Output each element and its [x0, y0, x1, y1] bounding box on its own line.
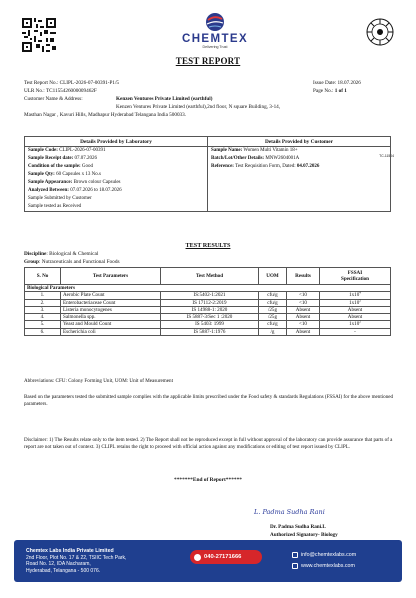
customer-details-header: Details Provided by Customer: [208, 137, 391, 147]
customer-label: Customer Name & Address:: [24, 96, 83, 103]
appearance-value: Brown colour Capsules: [73, 180, 121, 185]
footer-contacts: [292, 550, 356, 572]
cell-uom: /g: [259, 328, 287, 335]
cell-uom: cfu/g: [259, 299, 287, 306]
submitted-note: Sample Submitted by Customer: [28, 196, 92, 201]
cell-spec: [320, 328, 391, 335]
footer-address-line: 2nd Floor, Plot No. 17 & 22, TSIIC Tech Park,: [26, 554, 127, 561]
cell-param: Listeria monocytogenes: [61, 306, 161, 313]
qr-code-icon: [22, 18, 56, 52]
cell-param: Salmonella spp.: [61, 314, 161, 321]
appearance-label: Sample Appearance:: [28, 180, 73, 185]
cell-method: IS 5887-1:1976: [161, 328, 259, 335]
sample-name-value: Women Multi Vitamin 18+: [243, 148, 298, 153]
qty-label: Sample Qty:: [28, 172, 55, 177]
cell-method: IS 17112-2:2019: [161, 299, 259, 306]
footer-address-line: Hyderabad, Telangana - 500 076.: [26, 567, 101, 574]
phone-icon: [194, 554, 201, 561]
spec-exponent: 2: [359, 319, 361, 324]
cell-method: IS 5403: 1999: [161, 321, 259, 328]
cell-spec: [320, 306, 391, 313]
cell-param: Enterobacteriaceae Count: [61, 299, 161, 306]
table-row: [25, 328, 391, 335]
section-title: Biological Parameters: [25, 285, 391, 292]
email-icon: [292, 552, 298, 558]
footer-phone[interactable]: [190, 550, 262, 564]
col-header-results: Results: [287, 268, 320, 285]
page-title: TEST REPORT: [175, 56, 241, 66]
logo-globe-icon: [204, 12, 226, 32]
results-title: TEST RESULTS: [185, 242, 231, 249]
cell-result: <10: [287, 292, 320, 299]
cell-result: Absent: [287, 306, 320, 313]
col-header-sno: S. No: [25, 268, 61, 285]
cell-param: Escherichia coli: [61, 328, 161, 335]
col-header-spec-line1: FSSAI: [347, 269, 363, 276]
ulr-no-value: TC1155426000009462F: [45, 88, 97, 95]
cell-uom: /25g: [259, 314, 287, 321]
lab-details-cell: [25, 147, 208, 212]
cell-method: IS 5887-3/Sec 1 :2020: [161, 314, 259, 321]
customer-address-line: Masthan Nagar , Kavuri Hills, Madhapur Hyderabad Telangana India 500033.: [24, 112, 187, 119]
cell-result: <10: [287, 299, 320, 306]
condition-value: Good: [81, 164, 94, 169]
condition-label: Condition of the sample:: [28, 164, 81, 169]
cell-result: <10: [287, 321, 320, 328]
handwritten-signature: L. Padma Sudha Rani: [254, 508, 325, 516]
col-header-spec: [320, 268, 391, 285]
table-row: [25, 299, 391, 306]
spec-value: 1x10: [349, 299, 360, 306]
ulr-no-label: ULR No.:: [24, 88, 45, 95]
cell-sno: 3.: [25, 306, 61, 313]
accreditation-seal-icon: [364, 16, 396, 48]
website-link[interactable]: [292, 561, 356, 572]
customer-address-line: Kenzen Ventures Private Limited (earthful),2nd floor, N square Building, 3-14,: [116, 104, 281, 111]
page-no-value: 1 of 1: [334, 88, 347, 95]
batch-label: Batch/Lot/Other Details:: [211, 156, 265, 161]
cell-uom: cfu/g: [259, 292, 287, 299]
cell-param: Yeast and Mould Count: [61, 321, 161, 328]
ulr-no-line: [24, 87, 314, 95]
footer-address: [26, 548, 126, 574]
discipline-block: [24, 251, 120, 266]
discipline-value: : Biological & Chemical: [46, 251, 99, 257]
cell-spec: [320, 299, 391, 306]
conclusion-note: Based on the parameters tested the submitted sample complies with the applicable limits prescribed under the Food safety & standards Regulations (FSSAI) for the above mentioned parameters.: [24, 394, 394, 408]
receipt-date-label: Sample Receipt date:: [28, 156, 74, 161]
cell-sno: 1.: [25, 292, 61, 299]
batch-value: MNW2604001A: [265, 156, 300, 161]
cell-result: Absent: [287, 328, 320, 335]
spec-exponent: 2: [359, 297, 361, 302]
spec-value: Absent: [347, 306, 363, 313]
table-row: [25, 321, 391, 328]
tested-as-note: Sample tested as Received: [28, 204, 82, 209]
group-value: : Nutraceuticals and Functional Foods: [38, 258, 120, 265]
globe-icon: [292, 563, 298, 569]
receipt-date-value: 07.07.2026: [74, 156, 98, 161]
email-link[interactable]: [292, 550, 356, 561]
table-row: [25, 314, 391, 321]
report-no-line: [24, 79, 314, 87]
customer-block: [24, 95, 314, 111]
sample-details-table: [24, 136, 391, 212]
cell-sno: 4.: [25, 314, 61, 321]
footer-bar: [14, 540, 402, 582]
footer-company: Chemtex Labs India Private Limited: [26, 548, 114, 554]
reference-value: Test Requisition Form, Dated:: [235, 164, 296, 169]
page-no-label: Page No.:: [313, 88, 334, 95]
email-text: info@chemtexlabs.com: [301, 552, 357, 558]
table-row: [25, 292, 391, 299]
cell-spec: [320, 292, 391, 299]
table-row: [25, 306, 391, 313]
issue-date-value: 18.07.2026: [337, 80, 361, 86]
page-no-line: [313, 87, 393, 95]
spec-exponent: 4: [359, 290, 361, 295]
cell-result: Absent: [287, 314, 320, 321]
footer-address-line: Road No. 12, IDA Nacharam,: [26, 561, 91, 568]
sample-code-value: CLIPL-2026-07-00391: [59, 148, 106, 153]
spec-value: Absent: [347, 314, 363, 321]
issue-date-line: [313, 79, 393, 87]
reference-label: Reference:: [211, 164, 234, 169]
cell-sno: 2.: [25, 299, 61, 306]
cell-uom: cfu/g: [259, 321, 287, 328]
disclaimer-note: Disclaimer: 1) The Results relate only to the item tested. 2) The Report shall not be reproduced except in full without approval of the laboratory can provide assurance that parts of a report are not taken out of context. 3) CLIPL retains the right to proceed with official action against any modifications or editing of test report issued by CLIPL.: [24, 437, 393, 451]
cell-sno: 5.: [25, 321, 61, 328]
phone-number: 040-27171666: [204, 554, 242, 560]
spec-value: 1x10: [349, 292, 360, 299]
col-header-spec-line2: Specification: [340, 276, 369, 282]
company-logo: [160, 12, 270, 54]
col-header-method: Test Method: [161, 268, 259, 285]
customer-name: Kenzen Ventures Private Limited (earthful): [116, 96, 213, 103]
signatory-name: Dr. Padma Sudha Rani.L: [270, 524, 326, 530]
issue-date-label: Issue Date:: [313, 80, 337, 86]
cell-method: IS:5402-1:2021: [161, 292, 259, 299]
cell-spec: [320, 314, 391, 321]
cell-spec: [320, 321, 391, 328]
end-of-report: *******End of Report******: [174, 477, 242, 483]
col-header-uom: UOM: [259, 268, 287, 285]
analyzed-label: Analyzed Between:: [28, 188, 69, 193]
spec-value: 1x10: [349, 321, 360, 328]
report-no-value: CLIPL-2026-07-00391-P1/5: [59, 80, 120, 86]
signatory-block: [270, 524, 400, 539]
report-meta: [24, 79, 314, 119]
website-text: www.chemtexlabs.com: [301, 563, 355, 569]
cell-method: IS 14988-1: 2020: [161, 306, 259, 313]
qty-value: 60 Capsules x 13 No.s: [56, 172, 101, 177]
issue-meta: [313, 79, 393, 95]
analyzed-value: 07.07.2026 to 18.07.2026: [70, 188, 122, 193]
brand-tagline: Delivering Trust: [202, 45, 228, 49]
cell-sno: 6.: [25, 328, 61, 335]
test-results-table: [24, 267, 391, 336]
brand-name: CHEMTEX: [181, 33, 249, 45]
report-no-label: Test Report No.:: [24, 80, 59, 86]
customer-details-cell: [208, 147, 391, 212]
signatory-role: Authorized Signatory- Biology: [270, 531, 338, 538]
sample-code-label: Sample Code:: [28, 148, 58, 153]
col-header-param: Test Parameters: [61, 268, 161, 285]
accreditation-code: TC-11504: [379, 154, 394, 158]
group-label: Group: [24, 258, 39, 265]
cell-uom: /25g: [259, 306, 287, 313]
sample-name-label: Sample Name:: [211, 148, 243, 153]
reference-date: 04.07.2026: [296, 164, 320, 169]
spec-value: -: [354, 328, 356, 335]
abbreviations-note: Abbreviations: CFU: Colony Forming Unit, UOM: Unit of Measurement: [24, 378, 173, 384]
cell-param: Aerobic Plate Count: [61, 292, 161, 299]
lab-details-header: Details Provided by Laboratory: [25, 137, 208, 147]
discipline-label: Discipline: [24, 251, 47, 257]
